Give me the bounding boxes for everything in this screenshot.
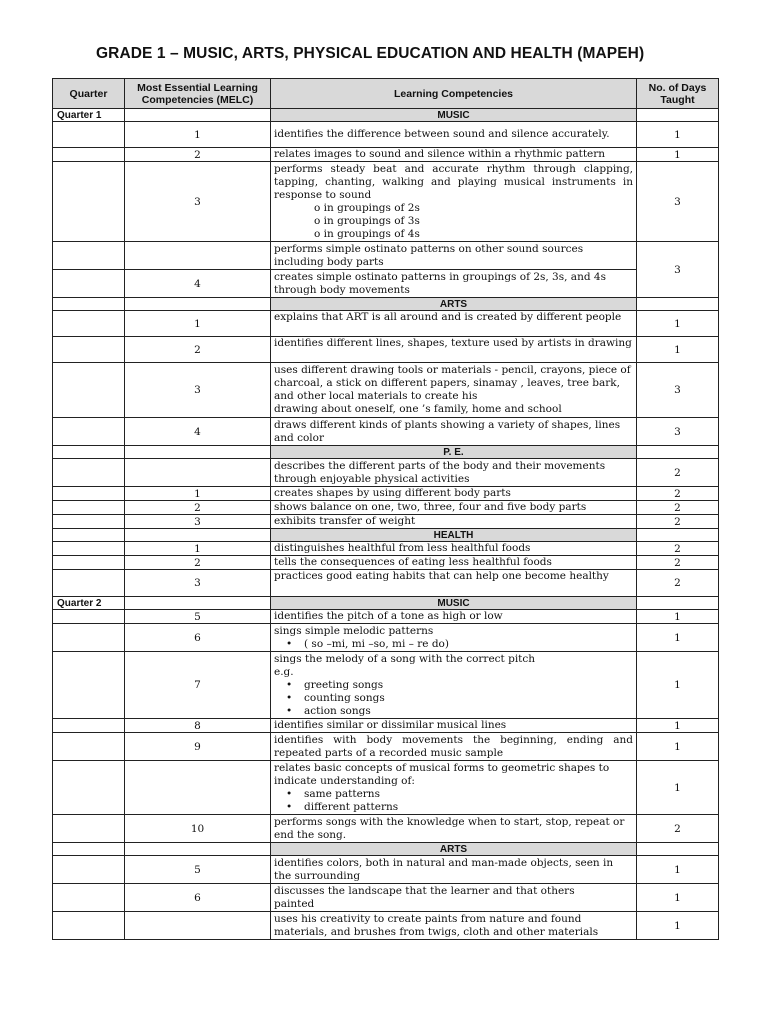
competency-text: distinguishes healthful from less healthful foods — [271, 542, 637, 556]
competency-text: sings the melody of a song with the correct pitch — [274, 652, 536, 665]
days-value: 1 — [637, 652, 719, 719]
competency-cell — [271, 884, 637, 912]
section-pe: P. E. — [271, 446, 637, 459]
bullet-item: • counting songs — [274, 692, 633, 705]
competency-cell — [271, 363, 637, 418]
table-row — [53, 487, 719, 501]
competency-text: identifies colors, both in natural and man-made objects, seen in the surrounding — [271, 856, 637, 884]
melc-number — [125, 459, 271, 487]
bullet-item: • ( so –mi, mi –so, mi – re do) — [274, 638, 633, 651]
section-row — [53, 446, 719, 459]
table-row — [53, 459, 719, 487]
header-days-taught: No. of Days Taught — [637, 79, 719, 109]
competency-line: materials, and brushes from twigs, cloth and other materials — [274, 925, 599, 938]
melc-number: 5 — [125, 856, 271, 884]
document-title: GRADE 1 – MUSIC, ARTS, PHYSICAL EDUCATION AND HEALTH (MAPEH) — [96, 45, 645, 62]
competency-text: creates simple ostinato patterns in groupings of 2s, 3s, and 4s through body movements — [271, 270, 637, 298]
table-row — [53, 912, 719, 940]
table-row — [53, 363, 719, 418]
melc-number: 5 — [125, 610, 271, 624]
table-row — [53, 570, 719, 597]
quarter-label: Quarter 2 — [53, 597, 125, 610]
melc-number: 7 — [125, 652, 271, 719]
quarter-label: Quarter 1 — [53, 109, 125, 122]
table-row — [53, 884, 719, 912]
section-row — [53, 597, 719, 610]
competency-text: performs songs with the knowledge when to start, stop, repeat or end the song. — [271, 815, 637, 843]
table-header-row — [53, 79, 719, 109]
table-row — [53, 652, 719, 719]
competency-cell — [271, 761, 637, 815]
competency-line: drawing about oneself, one ’s family, home and school — [274, 403, 562, 415]
header-melc: Most Essential Learning Competencies (MELC) — [125, 79, 271, 109]
table-row — [53, 337, 719, 363]
competency-cell — [271, 912, 637, 940]
competency-text: exhibits transfer of weight — [271, 515, 637, 529]
bullet-item: • greeting songs — [274, 679, 633, 692]
table-row — [53, 815, 719, 843]
table-row — [53, 501, 719, 515]
competency-text: performs simple ostinato patterns on other sound sources including body parts — [271, 242, 637, 270]
melc-number: 4 — [125, 270, 271, 298]
section-music: MUSIC — [271, 109, 637, 122]
section-music: MUSIC — [271, 597, 637, 610]
melc-number: 2 — [125, 148, 271, 162]
days-value: 1 — [637, 624, 719, 652]
days-value: 3 — [637, 363, 719, 418]
melc-number: 2 — [125, 501, 271, 515]
days-value: 2 — [637, 515, 719, 529]
competency-line: and other local materials to create his — [274, 390, 478, 402]
bullet-item: • different patterns — [274, 801, 633, 814]
table-row — [53, 162, 719, 242]
days-value: 1 — [637, 148, 719, 162]
competency-text: performs steady beat and accurate rhythm through clapping, tapping, chanting, walking and playing musical instruments in response to sound — [274, 162, 633, 201]
days-value: 1 — [637, 719, 719, 733]
table-row — [53, 761, 719, 815]
days-value: 2 — [637, 487, 719, 501]
melc-number: 3 — [125, 162, 271, 242]
section-row — [53, 843, 719, 856]
melc-number: 6 — [125, 624, 271, 652]
melc-number: 2 — [125, 337, 271, 363]
competency-text: creates shapes by using different body parts — [271, 487, 637, 501]
melc-number: 2 — [125, 556, 271, 570]
sub-item: o in groupings of 4s — [314, 227, 420, 240]
competency-text: identifies different lines, shapes, texture used by artists in drawing — [271, 337, 637, 363]
competency-text: tells the consequences of eating less healthful foods — [271, 556, 637, 570]
days-value: 2 — [637, 459, 719, 487]
table-row — [53, 856, 719, 884]
table-row — [53, 719, 719, 733]
competency-text: practices good eating habits that can help one become healthy — [271, 570, 637, 597]
competency-text: relates images to sound and silence within a rhythmic pattern — [271, 148, 637, 162]
table-row — [53, 610, 719, 624]
melc-number — [125, 761, 271, 815]
competency-line: uses his creativity to create paints from nature and found — [274, 912, 582, 925]
competency-line: painted — [274, 897, 315, 910]
days-value: 1 — [637, 122, 719, 148]
competency-text: sings simple melodic patterns — [274, 624, 434, 637]
melc-number: 1 — [125, 122, 271, 148]
competency-text: draws different kinds of plants showing a variety of shapes, lines and color — [271, 418, 637, 446]
section-arts: ARTS — [271, 298, 637, 311]
melc-table — [52, 78, 719, 940]
bullet-item: • action songs — [274, 705, 633, 718]
melc-number: 1 — [125, 487, 271, 501]
table-row — [53, 311, 719, 337]
competency-line: discusses the landscape that the learner and that others — [274, 884, 575, 897]
header-quarter: Quarter — [53, 79, 125, 109]
melc-number — [125, 912, 271, 940]
table-row — [53, 515, 719, 529]
section-arts: ARTS — [271, 843, 637, 856]
table-row — [53, 624, 719, 652]
table-row — [53, 733, 719, 761]
competency-cell — [271, 624, 637, 652]
table-row — [53, 148, 719, 162]
days-value: 2 — [637, 570, 719, 597]
example-label: e.g. — [274, 665, 294, 678]
section-row — [53, 298, 719, 311]
days-value: 1 — [637, 311, 719, 337]
table-row — [53, 122, 719, 148]
competency-text: identifies similar or dissimilar musical lines — [271, 719, 637, 733]
table-row — [53, 270, 719, 298]
days-value: 3 — [637, 162, 719, 242]
melc-number: 1 — [125, 542, 271, 556]
header-learning-competencies: Learning Competencies — [271, 79, 637, 109]
days-value: 3 — [637, 418, 719, 446]
competency-line: charcoal, a stick on different papers, sinamay , leaves, tree bark, — [274, 377, 620, 389]
table-row — [53, 418, 719, 446]
days-value: 2 — [637, 815, 719, 843]
competency-text: explains that ART is all around and is created by different people — [271, 311, 637, 337]
days-value: 1 — [637, 856, 719, 884]
days-value: 2 — [637, 556, 719, 570]
melc-number: 6 — [125, 884, 271, 912]
table-row — [53, 242, 719, 270]
melc-number: 8 — [125, 719, 271, 733]
section-row — [53, 109, 719, 122]
melc-number: 3 — [125, 570, 271, 597]
competency-text: identifies with body movements the beginning, ending and repeated parts of a recorded music sample — [271, 733, 637, 761]
section-health: HEALTH — [271, 529, 637, 542]
competency-text: identifies the difference between sound and silence accurately. — [271, 122, 637, 148]
competency-text: identifies the pitch of a tone as high or low — [271, 610, 637, 624]
melc-number: 1 — [125, 311, 271, 337]
days-value: 1 — [637, 912, 719, 940]
days-value: 1 — [637, 610, 719, 624]
competency-text: relates basic concepts of musical forms to geometric shapes to indicate understanding of: — [274, 761, 610, 787]
competency-cell — [271, 162, 637, 242]
melc-number: 3 — [125, 515, 271, 529]
sub-item: o in groupings of 2s — [314, 201, 420, 214]
sub-item: o in groupings of 3s — [314, 214, 420, 227]
section-row — [53, 529, 719, 542]
competency-cell — [271, 652, 637, 719]
melc-number: 3 — [125, 363, 271, 418]
days-value: 3 — [637, 242, 719, 298]
melc-number: 9 — [125, 733, 271, 761]
days-value: 1 — [637, 761, 719, 815]
bullet-item: • same patterns — [274, 788, 633, 801]
competency-text: shows balance on one, two, three, four and five body parts — [271, 501, 637, 515]
days-value: 2 — [637, 542, 719, 556]
melc-number: 4 — [125, 418, 271, 446]
competency-text: describes the different parts of the body and their movements through enjoyable physical activities — [271, 459, 637, 487]
table-row — [53, 556, 719, 570]
days-value: 2 — [637, 501, 719, 515]
melc-number: 10 — [125, 815, 271, 843]
competency-line: uses different drawing tools or materials - pencil, crayons, piece of — [274, 364, 631, 376]
days-value: 1 — [637, 733, 719, 761]
days-value: 1 — [637, 884, 719, 912]
days-value: 1 — [637, 337, 719, 363]
table-row — [53, 542, 719, 556]
